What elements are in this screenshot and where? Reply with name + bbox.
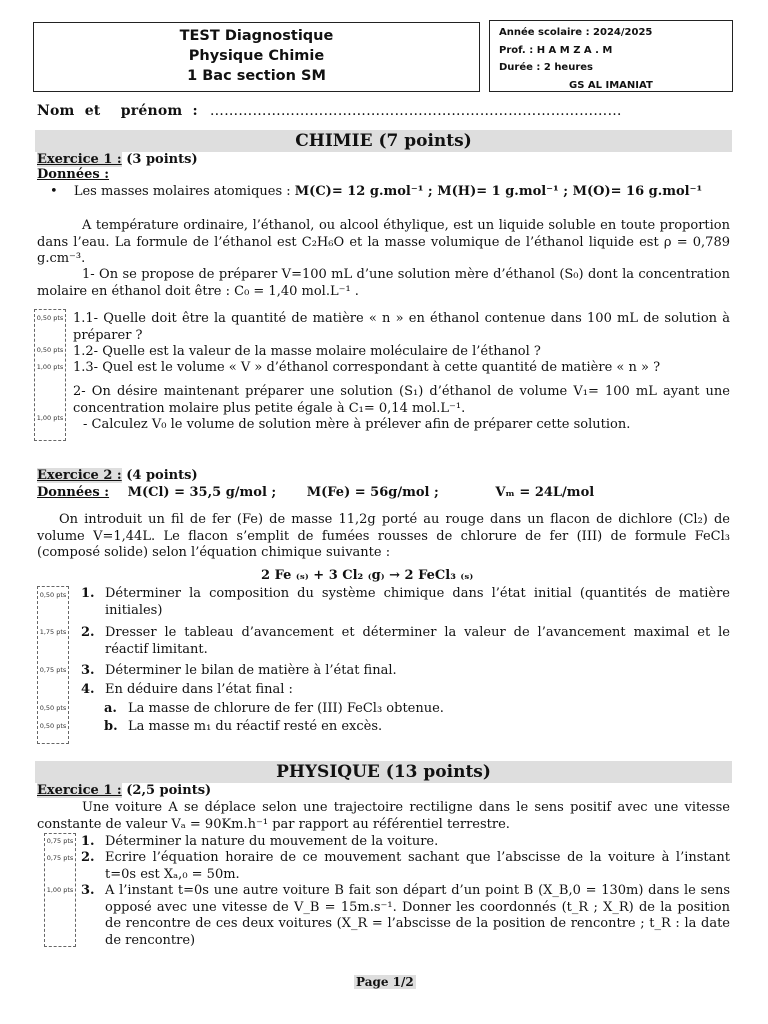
pts-phy-1: 0,75 pts (46, 837, 74, 845)
duration: Durée : 2 heures (499, 62, 594, 73)
teacher: Prof. : H A M Z A . M (499, 44, 613, 56)
physique-section-title: PHYSIQUE (13 points) (35, 761, 732, 783)
pts-phy-2: 0,75 pts (46, 854, 74, 862)
chimie-ex1-q1-2: 1.2- Quelle est la valeur de la masse molaire moléculaire de l’éthanol ? (73, 344, 541, 359)
chimie-ex2-subitem-b: b. La masse m₁ du réactif resté en excès. (104, 719, 383, 734)
physique-ex1-intro: Une voiture A se déplace selon une trajectoire rectiligne dans le sens positif avec une vitesse constante de valeur Vₐ = 90Km.h⁻¹ par rapport au référentiel terrestre. (37, 800, 730, 832)
chimie-ex2-subitem-a: a. La masse de chlorure de fer (III) FeCl₃ obtenue. (104, 701, 444, 716)
pts-ex2-4b: 0,50 pts (39, 722, 67, 730)
chimie-ex2-intro: On introduit un fil de fer (Fe) de masse 11,2g porté au rouge dans un flacon de dichlore (Cl₂) de volume V=1,44L. Le flacon s’emplit de fumées rousses de chlorure de fer (III) de formule FeCl₃ (composé solide) selon l’équation chimique suivante : (37, 512, 730, 560)
pts-ex2-3: 0,75 pts (39, 666, 67, 674)
chimie-ex1-molar-masses: • Les masses molaires atomiques : M(C)= 12 g.mol⁻¹ ; M(H)= 1 g.mol⁻¹ ; M(O)= 16 g.mol⁻¹ (50, 184, 703, 199)
chimie-ex1-q2b: - Calculez V₀ le volume de solution mère à prélever afin de préparer cette solution. (83, 417, 631, 432)
chimie-ex1-q1-intro: 1- On se propose de préparer V=100 mL d’une solution mère d’éthanol (S₀) dont la concentration molaire en éthanol doit être : C₀ = 1,40 mol.L⁻¹ . (37, 267, 730, 299)
chimie-ex1-donnees: Données : (37, 167, 110, 182)
chimie-ex2-heading: Exercice 2 : (4 points) (37, 468, 198, 483)
pts-phy-3: 1,00 pts (46, 886, 74, 894)
chimie-ex2-item-4: 4. En déduire dans l’état final : (81, 682, 293, 697)
chimie-ex2-item-3: 3. Déterminer le bilan de matière à l’état final. (81, 663, 397, 678)
pts-ex2-1: 0,50 pts (39, 591, 67, 599)
pts-ex2-2: 1,75 pts (39, 628, 67, 636)
header-title-line-1: TEST Diagnostique (179, 28, 334, 44)
header-title-line-2: Physique Chimie (188, 48, 325, 64)
chimie-ex1-heading: Exercice 1 : (3 points) (37, 152, 198, 167)
chimie-ex2-item-2: 2. Dresser le tableau d’avancement et déterminer la valeur de l’avancement maximal et le réactif limitant. (81, 625, 730, 657)
chimie-ex2-points-column (37, 586, 69, 744)
pts-ex2-4a: 0,50 pts (39, 704, 67, 712)
chimie-ex1-points-column (34, 309, 66, 441)
chimie-ex1-q1-3: 1.3- Quel est le volume « V » d’éthanol correspondant à cette quantité de matière « n » ? (73, 360, 661, 375)
chimie-ex1-q2: 2- On désire maintenant préparer une solution (S₁) d’éthanol de volume V₁= 100 mL ayant une concentration molaire plus petite égale à C₁= 0,14 mol.L⁻¹. (73, 384, 730, 416)
chimie-ex2-item-1: 1. Déterminer la composition du système chimique dans l’état initial (quantités de matière initiales) (81, 586, 730, 618)
chimie-ex2-equation: 2 Fe ₍ₛ₎ + 3 Cl₂ ₍g₎ → 2 FeCl₃ ₍ₛ₎ (261, 568, 474, 583)
name-dots: …………………………………………………………………………… (209, 103, 622, 119)
page-number: Page 1/2 (356, 975, 414, 989)
chimie-ex1-intro: A température ordinaire, l’éthanol, ou alcool éthylique, est un liquide soluble en toute proportion dans l’eau. La formule de l’éthanol est C₂H₆O et la masse volumique de l’éthanol liquide est ρ = 0,789 g.cm⁻³. (37, 218, 730, 266)
header-title-line-3: 1 Bac section SM (187, 68, 326, 84)
school-name: GS AL IMANIAT (569, 79, 653, 91)
physique-ex1-item-3: 3. A l’instant t=0s une autre voiture B fait son départ d’un point B (X_B,0 = 130m) dans le sens opposé avec une vitesse de V_B = 15m.s⁻¹. Donner les coordonnés (t_R ; X_R) de la position de rencontre de ces deux voitures (X_R = l’abscisse de la position de rencontre ; t_R : la date de rencontre) (81, 883, 730, 948)
physique-ex1-item-1: 1. Déterminer la nature du mouvement de la voiture. (81, 834, 439, 849)
school-year: Année scolaire : 2024/2025 (499, 27, 653, 38)
pts-2: 1,00 pts (36, 414, 64, 422)
name-label: Nom et prénom : (37, 103, 198, 119)
pts-1-2: 0,50 pts (36, 346, 64, 354)
header-info-box (489, 20, 733, 92)
physique-ex1-points-column (44, 833, 76, 947)
chimie-ex1-q1-1: 1.1- Quelle doit être la quantité de matière « n » en éthanol contenue dans 100 mL de solution à préparer ? (73, 311, 730, 343)
chimie-section-title: CHIMIE (7 points) (35, 130, 732, 152)
pts-1-1: 0,50 pts (36, 314, 64, 322)
header-title-box (33, 22, 480, 92)
pts-1-3: 1,00 pts (36, 363, 64, 371)
physique-ex1-item-2: 2. Ecrire l’équation horaire de ce mouvement sachant que l’abscisse de la voiture à l’instant t=0s est Xₐ,₀ = 50m. (81, 850, 730, 882)
physique-ex1-heading: Exercice 1 : (2,5 points) (37, 783, 212, 798)
student-name-field[interactable] (37, 103, 622, 119)
chimie-ex2-donnees: Données : M(Cl) = 35,5 g/mol ; M(Fe) = 56g/mol ; Vₘ = 24L/mol (37, 485, 595, 500)
